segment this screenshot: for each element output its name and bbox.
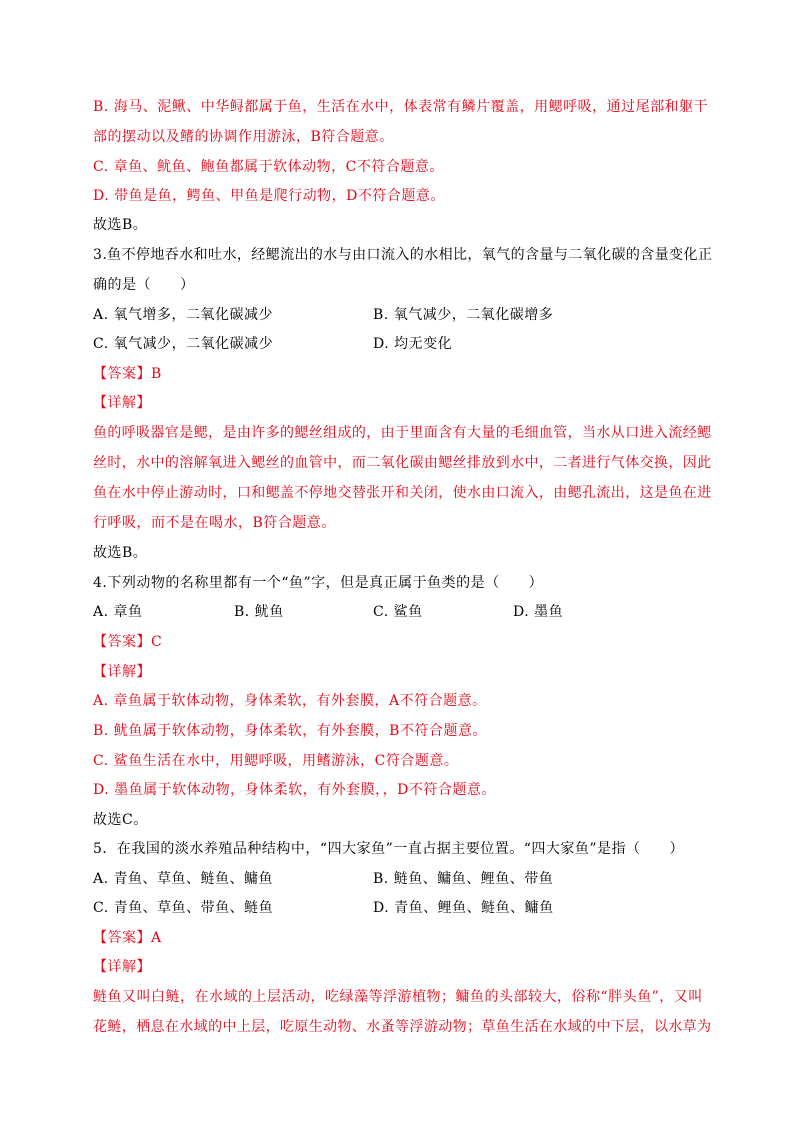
option-a: A. 青鱼、草鱼、鲢鱼、鳙鱼 bbox=[93, 871, 274, 887]
explanation-line: 鲢鱼又叫白鲢，在水域的上层活动，吃绿藻等浮游植物；鳙鱼的头部较大，俗称“胖头鱼”，又叫 bbox=[93, 989, 703, 1005]
option-b: B. 鲢鱼、鳙鱼、鲤鱼、带鱼 bbox=[373, 871, 554, 887]
option-a: A. 章鱼 bbox=[93, 604, 143, 620]
conclusion-line: 故选B。 bbox=[93, 217, 148, 233]
explanation-line: B. 海马、泥鳅、中华鲟都属于鱼，生活在水中，体表常有鳞片覆盖，用鳃呼吸，通过尾部和躯干 bbox=[93, 99, 709, 115]
option-d: D. 均无变化 bbox=[373, 336, 453, 352]
detail-label: 【详解】 bbox=[93, 395, 151, 411]
conclusion-line: 故选C。 bbox=[93, 812, 148, 828]
explanation-line: A. 章鱼属于软体动物，身体柔软，有外套膜，A不符合题意。 bbox=[93, 693, 487, 709]
explanation-line: C. 鲨鱼生活在水中，用鳃呼吸，用鳍游泳，C符合题意。 bbox=[93, 753, 459, 769]
option-d: D. 墨鱼 bbox=[513, 604, 564, 620]
option-c: C. 青鱼、草鱼、带鱼、鲢鱼 bbox=[93, 900, 274, 916]
question-stem: 4.下列动物的名称里都有一个“鱼”字，但是真正属于鱼类的是（ ） bbox=[93, 575, 544, 591]
explanation-line: 鱼的呼吸器官是鳃，是由许多的鳃丝组成的，由于里面含有大量的毛细血管，当水从口进入流经鳃 bbox=[93, 425, 712, 441]
conclusion-line: 故选B。 bbox=[93, 545, 148, 561]
question-stem: 5．在我国的淡水养殖品种结构中，“四大家鱼”一直占据主要位置。“四大家鱼”是指（ ） bbox=[93, 841, 685, 857]
answer-label: 【答案】B bbox=[93, 366, 162, 382]
explanation-line: D. 带鱼是鱼，鳄鱼、甲鱼是爬行动物，D不符合题意。 bbox=[93, 188, 445, 204]
option-b: B. 氧气减少，二氧化碳增多 bbox=[373, 307, 554, 323]
answer-label: 【答案】A bbox=[93, 930, 162, 946]
option-c: C. 鲨鱼 bbox=[373, 604, 423, 620]
question-stem: 确的是（ ） bbox=[93, 277, 195, 293]
explanation-line: 丝时，水中的溶解氧进入鳃丝的血管中，而二氧化碳由鳃丝排放到水中，二者进行气体交换，因此 bbox=[93, 455, 712, 471]
question-stem: 3.鱼不停地吞水和吐水，经鳃流出的水与由口流入的水相比，氧气的含量与二氧化碳的含量变化正 bbox=[93, 247, 713, 263]
option-b: B. 鱿鱼 bbox=[234, 604, 284, 620]
detail-label: 【详解】 bbox=[93, 664, 151, 680]
explanation-line: 行呼吸，而不是在喝水，B符合题意。 bbox=[93, 515, 336, 531]
explanation-line: B. 鱿鱼属于软体动物，身体柔软，有外套膜，B不符合题意。 bbox=[93, 723, 487, 739]
detail-label: 【详解】 bbox=[93, 959, 151, 975]
option-c: C. 氧气减少，二氧化碳减少 bbox=[93, 336, 274, 352]
explanation-line: 部的摆动以及鳍的协调作用游泳，B符合题意。 bbox=[93, 129, 394, 145]
option-d: D. 青鱼、鲤鱼、鲢鱼、鳙鱼 bbox=[373, 900, 554, 916]
explanation-line: 花鲢，栖息在水域的中上层，吃原生动物、水蚤等浮游动物；草鱼生活在水域的中下层，以水草为 bbox=[93, 1019, 712, 1035]
explanation-line: 鱼在水中停止游动时，口和鳃盖不停地交替张开和关闭，使水由口流入，由鳃孔流出，这是鱼在进 bbox=[93, 485, 712, 501]
explanation-line: D. 墨鱼属于软体动物，身体柔软，有外套膜，，D不符合题意。 bbox=[93, 782, 496, 798]
answer-label: 【答案】C bbox=[93, 634, 163, 650]
option-a: A. 氧气增多，二氧化碳减少 bbox=[93, 307, 274, 323]
explanation-line: C. 章鱼、鱿鱼、鲍鱼都属于软体动物，C不符合题意。 bbox=[93, 159, 444, 175]
